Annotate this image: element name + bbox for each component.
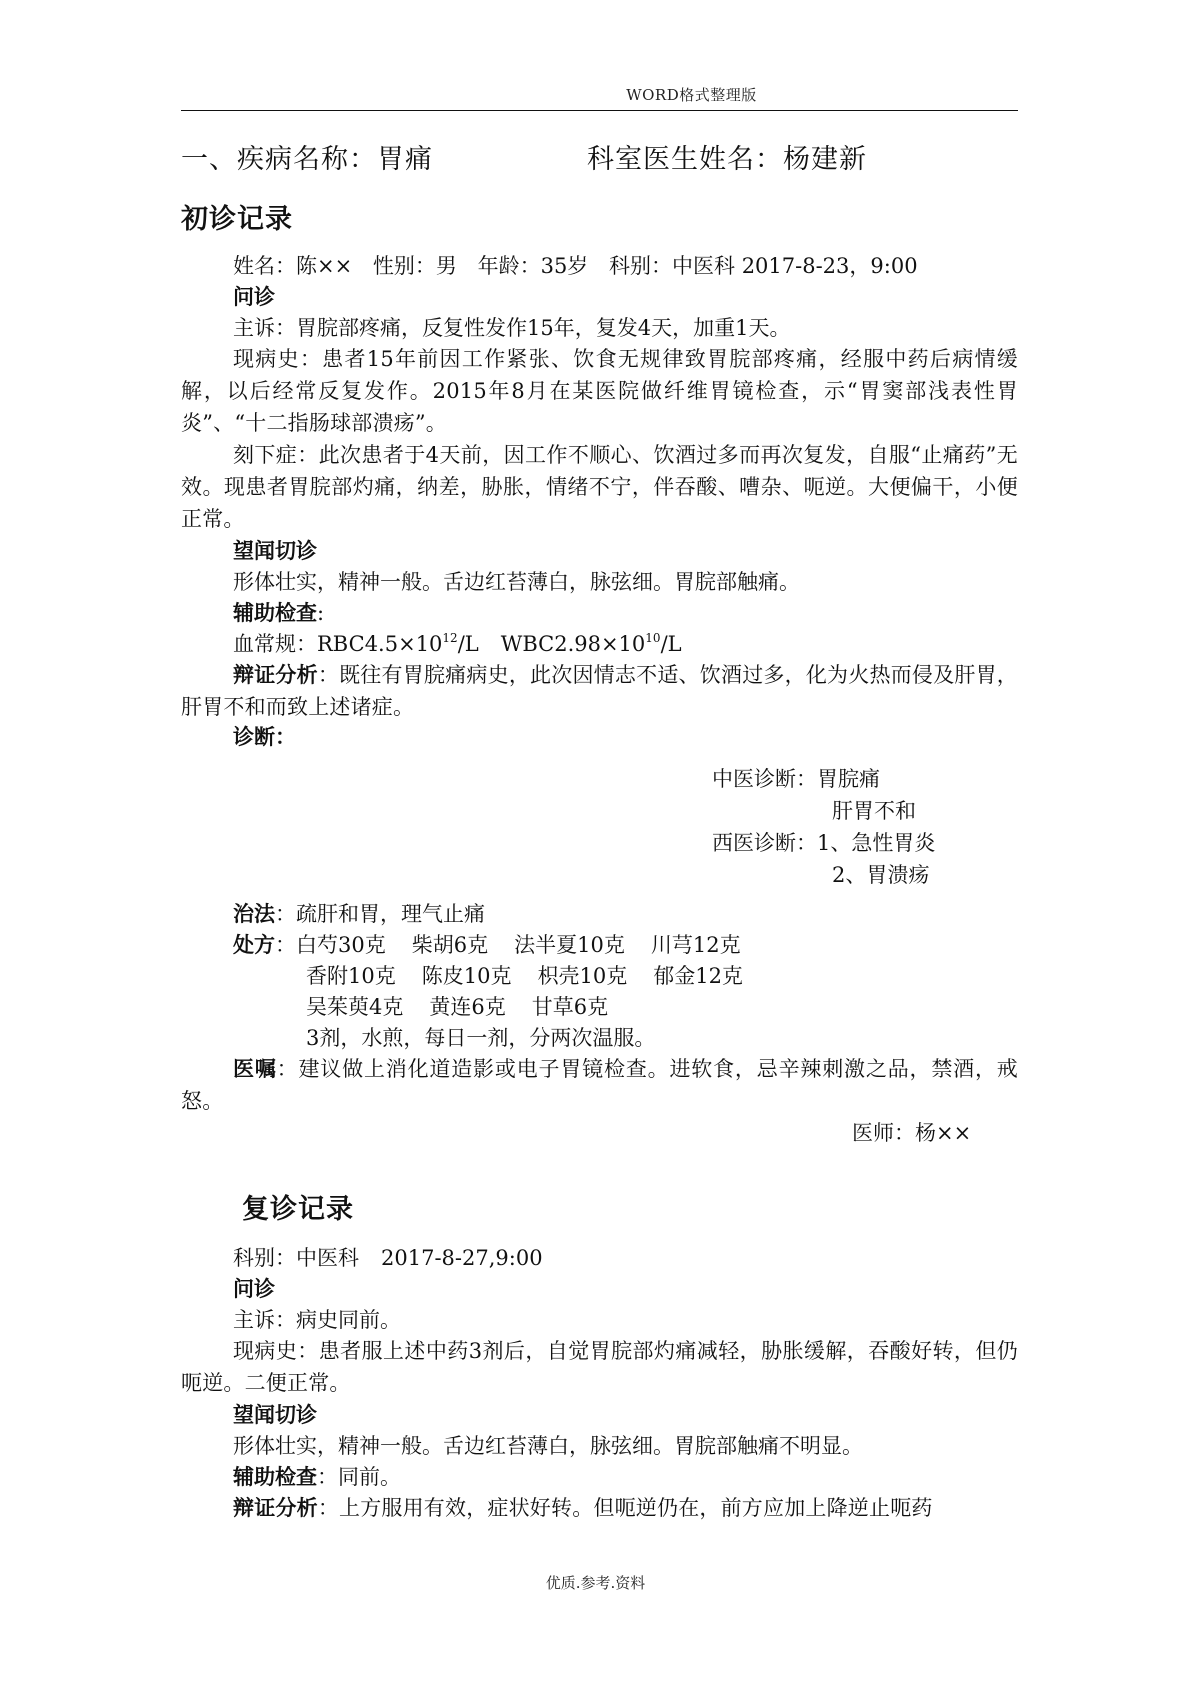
follow-inquiry-heading: 问诊 (233, 1276, 275, 1301)
follow-aux-text: ：同前。 (317, 1465, 401, 1489)
present-history (181, 343, 1018, 439)
prescription-usage: 3剂，水煎，每日一剂，分两次温服。 (306, 1026, 656, 1050)
western-diagnosis-1: 1、急性胃炎 (817, 831, 936, 855)
follow-analysis (181, 1492, 1018, 1524)
prescription-line-1 (233, 929, 1070, 961)
exam-heading: 望闻切诊 (233, 538, 317, 563)
rx-item: 黄连6克 (429, 995, 506, 1019)
follow-history-text: 患者服上述中药3剂后，自觉胃脘部灼痛减轻，胁胀缓解，吞酸好转，但仍呃逆。二便正常。 (181, 1339, 1018, 1395)
rx-item: 川芎12克 (650, 933, 741, 957)
tcm-diagnosis (712, 763, 1012, 795)
prescription-line-3 (306, 991, 1143, 1023)
aux-heading-line (233, 597, 1070, 629)
first-visit-title: 初诊记录 (181, 204, 293, 235)
rbc-unit: /L (457, 632, 479, 656)
follow-analysis-heading: 辩证分析 (233, 1495, 318, 1520)
wbc-exponent: 10 (645, 631, 661, 645)
doctor-label: 科室医生姓名： (587, 144, 783, 175)
syndrome-analysis (181, 659, 1018, 723)
rx-item: 郁金12克 (653, 964, 743, 988)
diagnosis-heading: 诊断： (233, 724, 296, 749)
exam-text: 形体壮实，精神一般。舌边红苔薄白，脉弦细。胃脘部触痛。 (233, 570, 800, 594)
rx-colon: ： (275, 933, 296, 957)
patient-sex: 男 (435, 254, 457, 278)
tcm-diagnosis-1: 胃脘痛 (817, 767, 880, 791)
advice-text: ：建议做上消化道造影或电子胃镜检查。进软食，忌辛辣刺激之品，禁酒，戒怒。 (181, 1057, 1019, 1113)
current-text: 此次患者于4天前，因工作不顺心、饮酒过多而再次复发，自服“止痛药”无效。现患者胃脘部灼痛，纳差，胁胀，情绪不宁，伴吞酸、嘈杂、呃逆。大便偏干，小便正常。 (181, 443, 1018, 531)
rx-heading: 处方 (233, 932, 275, 957)
sex-label: 性别： (372, 254, 436, 278)
western-diagnosis (712, 827, 1012, 859)
follow-complaint-text: 病史同前。 (296, 1308, 401, 1332)
aux-colon: : (317, 601, 325, 625)
follow-aux-heading: 辅助检查 (233, 1464, 317, 1489)
tcm-diagnosis-2: 肝胃不和 (832, 799, 916, 823)
blood-routine (233, 628, 1070, 660)
complaint-text: 胃脘部疼痛，反复性发作15年，复发4天，加重1天。 (296, 316, 791, 340)
current-symptoms (181, 439, 1018, 535)
follow-exam-text: 形体壮实，精神一般。舌边红苔薄白，脉弦细。胃脘部触痛不明显。 (233, 1434, 863, 1458)
follow-dept-line (233, 1242, 1070, 1274)
patient-name: 陈×× (296, 254, 353, 278)
disease-label: 一、疾病名称： (181, 144, 377, 175)
chief-complaint (233, 312, 1070, 344)
doctor-line (587, 144, 987, 176)
physician-signature: 医师：杨×× (852, 1121, 972, 1145)
tcm-label: 中医诊断： (712, 767, 817, 791)
follow-history (181, 1335, 1018, 1399)
western-diagnosis-2: 2、胃溃疡 (832, 863, 930, 887)
wbc-unit: /L (660, 632, 682, 656)
rx-item: 枳壳10克 (537, 964, 628, 988)
rx-item: 吴茱萸4克 (306, 995, 404, 1019)
history-label: 现病史： (233, 347, 323, 371)
follow-complaint (233, 1304, 1070, 1336)
rx-item: 甘草6克 (531, 995, 609, 1019)
western-label: 西医诊断： (712, 831, 817, 855)
doctor-name: 杨建新 (783, 144, 867, 175)
page-footer: 优质.参考.资料 (545, 1574, 646, 1592)
follow-complaint-label: 主诉： (233, 1308, 296, 1332)
follow-aux (233, 1461, 1070, 1493)
visit-datetime: 2017-8-23，9:00 (741, 254, 918, 278)
rbc-exponent: 12 (442, 631, 458, 645)
analysis-heading: 辩证分析 (233, 662, 318, 687)
patient-age: 35岁 (540, 254, 589, 278)
patient-dept: 中医科 (672, 254, 735, 278)
rx-item: 法半夏10克 (514, 933, 625, 957)
rx-item: 陈皮10克 (421, 964, 512, 988)
follow-dept-label: 科别： (233, 1246, 296, 1270)
treatment-heading: 治法 (233, 901, 275, 926)
dept-label: 科别： (609, 254, 672, 278)
rbc-value: RBC4.5×10 (317, 632, 443, 656)
header-title: WORD格式整理版 (626, 86, 757, 104)
medical-advice (181, 1053, 1018, 1117)
advice-heading: 医嘱 (233, 1056, 277, 1081)
complaint-label: 主诉： (233, 316, 296, 340)
follow-datetime: 2017-8-27,9:00 (381, 1246, 543, 1270)
history-text: 患者15年前因工作紧张、饮食无规律致胃脘部疼痛，经服中药后病情缓解，以后经常反复发作。2015年8月在某医院做纤维胃镜检查，示“胃窦部浅表性胃炎”、“十二指肠球部溃疡”。 (181, 347, 1018, 435)
name-label: 姓名： (233, 254, 296, 278)
header-divider (181, 110, 1018, 111)
follow-dept: 中医科 (296, 1246, 359, 1270)
age-label: 年龄： (477, 254, 541, 278)
inquiry-heading: 问诊 (233, 284, 275, 309)
follow-exam-heading: 望闻切诊 (233, 1402, 317, 1427)
rx-item: 白芍30克 (296, 933, 386, 957)
treatment-text: ：疏肝和胃，理气止痛 (275, 902, 485, 926)
page-header (0, 84, 1191, 105)
treatment-line (233, 898, 1070, 930)
patient-info (233, 250, 1070, 282)
disease-name: 胃痛 (377, 144, 433, 175)
current-label: 刻下症： (233, 443, 319, 467)
prescription-line-2 (306, 960, 1143, 992)
analysis-text: ：既往有胃脘痛病史，此次因情志不适、饮酒过多，化为火热而侵及肝胃，肝胃不和而致上述诸症。 (181, 663, 1018, 719)
follow-analysis-text: ：上方服用有效，症状好转。但呃逆仍在，前方应加上降逆止呃药 (317, 1496, 933, 1520)
blood-label: 血常规： (233, 632, 317, 656)
aux-heading: 辅助检查 (233, 600, 317, 625)
rx-item: 香附10克 (306, 964, 396, 988)
follow-history-label: 现病史： (233, 1339, 319, 1363)
follow-visit-title: 复诊记录 (242, 1194, 354, 1225)
wbc-value: WBC2.98×10 (500, 632, 646, 656)
rx-item: 柴胡6克 (411, 933, 489, 957)
